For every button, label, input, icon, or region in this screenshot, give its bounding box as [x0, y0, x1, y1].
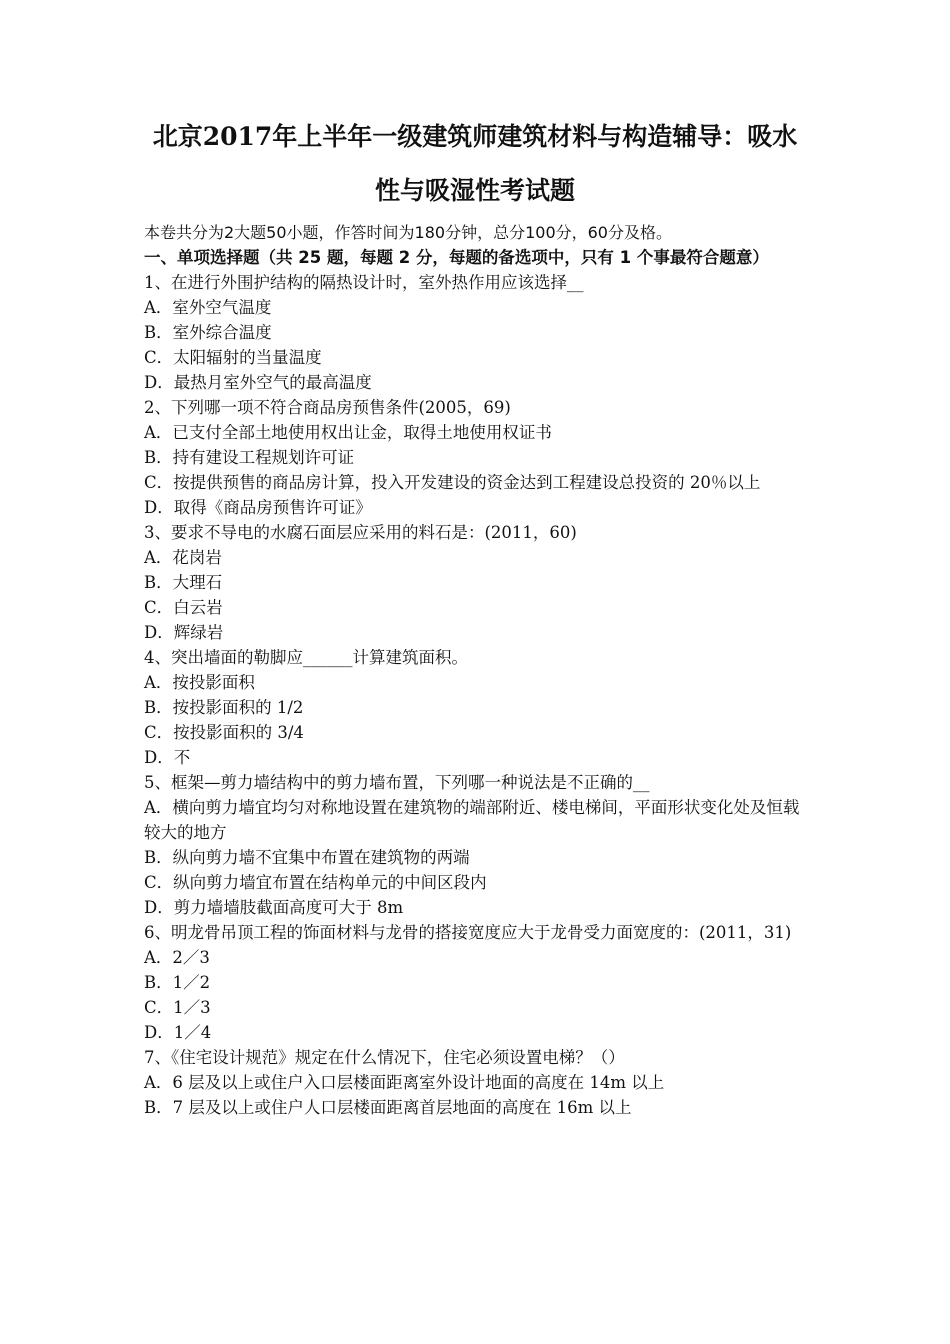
option-d: D．辉绿岩 — [144, 623, 224, 642]
question-stem: 2、下列哪一项不符合商品房预售条件(2005，69) — [144, 398, 511, 417]
option-b: B．室外综合温度 — [144, 323, 272, 342]
option-d: D．最热月室外空气的最高温度 — [144, 373, 372, 392]
option-d: D．1／4 — [144, 1023, 212, 1042]
document-title — [120, 110, 830, 218]
question-block — [144, 1045, 814, 1120]
option-b: B．1／2 — [144, 973, 211, 992]
section-heading: 一、单项选择题（共 25 题，每题 2 分，每题的备选项中，只有 1 个事最符合题意） — [144, 248, 769, 267]
option-b: B．大理石 — [144, 573, 223, 592]
option-b: B．7 层及以上或住户人口层楼面距离首层地面的高度在 16m 以上 — [144, 1098, 632, 1117]
option-c: C．1／3 — [144, 998, 211, 1017]
question-block — [144, 270, 814, 395]
option-b: B．持有建设工程规划许可证 — [144, 448, 355, 467]
question-stem: 5、框架—剪力墙结构中的剪力墙布置，下列哪一种说法是不正确的__ — [144, 773, 650, 792]
option-d: D．剪力墙墙肢截面高度可大于 8m — [144, 898, 404, 917]
option-c: C．按提供预售的商品房计算，投入开发建设的资金达到工程建设总投资的 20％以上 — [144, 473, 761, 492]
question-block — [144, 770, 814, 920]
question-stem: 6、明龙骨吊顶工程的饰面材料与龙骨的搭接宽度应大于龙骨受力面宽度的：(2011，31) — [144, 923, 792, 942]
option-c: C．按投影面积的 3/4 — [144, 723, 304, 742]
option-c: C．纵向剪力墙宜布置在结构单元的中间区段内 — [144, 873, 487, 892]
option-c: C．白云岩 — [144, 598, 223, 617]
option-a: A．花岗岩 — [144, 548, 222, 567]
option-a: A．2／3 — [144, 948, 210, 967]
option-a: A．已支付全部土地使用权出让金，取得土地使用权证书 — [144, 423, 552, 442]
option-b: B．按投影面积的 1/2 — [144, 698, 304, 717]
option-c: C．太阳辐射的当量温度 — [144, 348, 322, 367]
option-d: D．取得《商品房预售许可证》 — [144, 498, 372, 517]
option-a: A．横向剪力墙宜均匀对称地设置在建筑物的端部附近、楼电梯间，平面形状变化处及恒载较大的地方 — [144, 798, 800, 842]
question-block — [144, 920, 814, 1045]
option-a: A．6 层及以上或住户入口层楼面距离室外设计地面的高度在 14m 以上 — [144, 1073, 665, 1092]
question-block — [144, 645, 814, 770]
exam-intro: 本卷共分为2大题50小题，作答时间为180分钟，总分100分，60分及格。 — [144, 223, 672, 242]
question-block — [144, 520, 814, 645]
title-line-2: 性与吸湿性考试题 — [374, 176, 575, 205]
option-d: D．不 — [144, 748, 191, 767]
question-stem: 7、《住宅设计规范》规定在什么情况下，住宅必须设置电梯？（） — [144, 1048, 625, 1067]
question-stem: 3、要求不导电的水腐石面层应采用的料石是：(2011，60) — [144, 523, 577, 542]
option-b: B．纵向剪力墙不宜集中布置在建筑物的两端 — [144, 848, 470, 867]
question-block — [144, 395, 814, 520]
question-stem: 4、突出墙面的勒脚应______计算建筑面积。 — [144, 648, 468, 667]
option-a: A．按投影面积 — [144, 673, 255, 692]
option-a: A．室外空气温度 — [144, 298, 272, 317]
document-body — [144, 220, 814, 1120]
title-line-1: 北京2017年上半年一级建筑师建筑材料与构造辅导：吸水 — [152, 122, 798, 151]
question-stem: 1、在进行外围护结构的隔热设计时，室外热作用应该选择__ — [144, 273, 584, 292]
